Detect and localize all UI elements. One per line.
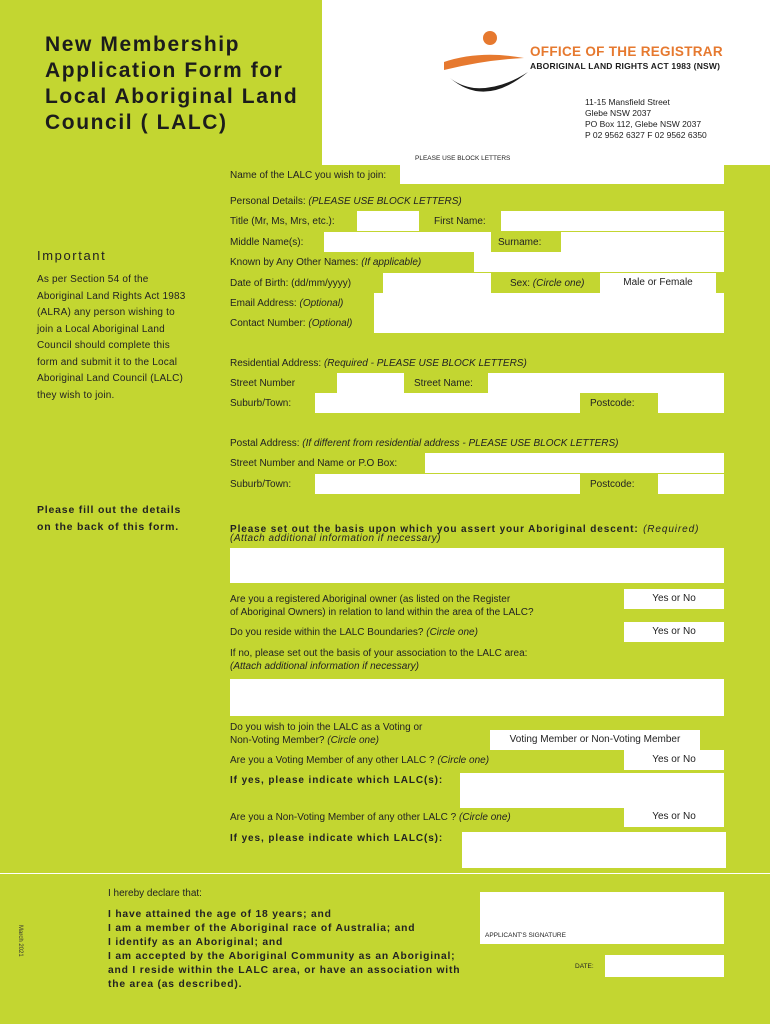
middle-names-label: Middle Name(s):: [230, 237, 304, 248]
back-note: Please fill out the details on the back of this form.: [37, 504, 182, 533]
sex-label: Sex: (Circle one): [510, 278, 585, 289]
street-number-label: Street Number: [230, 378, 296, 389]
nonvoting-other-options[interactable]: Yes or No: [624, 807, 724, 827]
title-line: Council ( LALC): [45, 111, 228, 134]
postal-suburb-label: Suburb/Town:: [230, 479, 292, 490]
declaration-line: I identify as an Aboriginal; and: [108, 937, 284, 948]
residential-label: Residential Address: (Required - PLEASE USE BLOCK LETTERS): [230, 358, 527, 369]
surname-field[interactable]: [561, 232, 724, 252]
title-label: Title (Mr, Ms, Mrs, etc.):: [230, 216, 335, 227]
date-field[interactable]: [605, 955, 724, 977]
signature-label: APPLICANT'S SIGNATURE: [485, 932, 566, 939]
declaration-text: [108, 908, 468, 992]
suburb-label: Suburb/Town:: [230, 398, 292, 409]
dob-field[interactable]: [383, 273, 491, 293]
postal-suburb-field[interactable]: [315, 474, 580, 494]
dob-label: Date of Birth: (dd/mm/yyyy): [230, 278, 352, 289]
contact-field[interactable]: [374, 313, 724, 333]
other-names-label: Known by Any Other Names: (If applicable): [230, 257, 422, 268]
declaration-line: I have attained the age of 18 years; and: [108, 909, 332, 920]
postal-label: Postal Address: (If different from residential address - PLEASE USE BLOCK LETTERS): [230, 438, 619, 449]
page-title: [45, 32, 325, 136]
nonvoting-lalc-label: If yes, please indicate which LALC(s):: [230, 833, 444, 844]
sex-options[interactable]: Male or Female: [600, 273, 716, 293]
reside-question: Do you reside within the LALC Boundaries? (Circle one): [230, 627, 478, 638]
address-line: 11-15 Mansfield Street: [585, 97, 670, 107]
voting-lalc-label: If yes, please indicate which LALC(s):: [230, 775, 444, 786]
first-name-label: First Name:: [434, 216, 486, 227]
title-line: New Membership: [45, 33, 241, 56]
form-date-vertical: March 2021: [17, 925, 23, 957]
title-line: Application Form for: [45, 59, 284, 82]
title-line: Local Aboriginal Land: [45, 85, 299, 108]
voting-other-question: Are you a Voting Member of any other LALC ? (Circle one): [230, 755, 490, 766]
address-line: Glebe NSW 2037: [585, 108, 652, 118]
descent-field[interactable]: [230, 548, 724, 583]
voting-question: Do you wish to join the LALC as a Voting or Non-Voting Member? (Circle one): [230, 722, 423, 746]
registered-owner-options[interactable]: Yes or No: [624, 589, 724, 609]
postal-postcode-field[interactable]: [658, 474, 724, 494]
title-field[interactable]: [357, 211, 419, 231]
reside-options[interactable]: Yes or No: [624, 622, 724, 642]
address-line: P 02 9562 6327 F 02 9562 6350: [585, 130, 707, 140]
association-field[interactable]: [230, 679, 724, 716]
footer-divider: [0, 873, 770, 874]
email-field[interactable]: [374, 293, 724, 313]
association-question: If no, please set out the basis of your association to the LALC area: (Attach additional information if necessary): [230, 648, 528, 672]
surname-label: Surname:: [498, 237, 542, 248]
declaration-intro: I hereby declare that:: [108, 888, 202, 899]
voting-options[interactable]: Voting Member or Non-Voting Member: [490, 730, 700, 750]
org-subtitle: ABORIGINAL LAND RIGHTS ACT 1983 (NSW): [530, 61, 721, 71]
postal-postcode-label: Postcode:: [590, 479, 635, 490]
registered-owner-question: Are you a registered Aboriginal owner (as listed on the Register of Aboriginal Owners) in relation to land within the area of the LALC?: [230, 594, 534, 618]
nonvoting-lalc-field[interactable]: [462, 832, 726, 868]
registrar-logo-icon: [440, 28, 530, 108]
postcode-field[interactable]: [658, 393, 724, 413]
block-letters-note: PLEASE USE BLOCK LETTERS: [415, 155, 511, 162]
important-heading: Important: [37, 248, 107, 263]
contact-label: Contact Number: (Optional): [230, 318, 353, 329]
nonvoting-other-question: Are you a Non-Voting Member of any other LALC ? (Circle one): [230, 812, 511, 823]
email-label: Email Address: (Optional): [230, 298, 344, 309]
date-label: DATE:: [575, 963, 594, 970]
street-name-label: Street Name:: [414, 378, 473, 389]
org-name: OFFICE OF THE REGISTRAR: [530, 44, 723, 59]
postal-street-field[interactable]: [425, 453, 724, 473]
first-name-field[interactable]: [501, 211, 724, 231]
voting-lalc-field[interactable]: [460, 773, 724, 808]
street-number-field[interactable]: [337, 373, 404, 393]
address-line: PO Box 112, Glebe NSW 2037: [585, 119, 702, 129]
street-name-field[interactable]: [488, 373, 724, 393]
personal-details-label: Personal Details: (PLEASE USE BLOCK LETTERS): [230, 196, 462, 207]
lalc-name-label: Name of the LALC you wish to join:: [230, 170, 387, 181]
descent-note: (Attach additional information if necessary): [230, 533, 441, 544]
declaration-line: I am accepted by the Aboriginal Community as an Aboriginal; and I reside within the LALC area, or have an association with the area (as described).: [108, 951, 461, 990]
descent-label: Please set out the basis upon which you assert your Aboriginal descent: (Required): [230, 524, 700, 535]
postcode-label: Postcode:: [590, 398, 635, 409]
postal-street-label: Street Number and Name or P.O Box:: [230, 458, 398, 469]
important-text: As per Section 54 of the Aboriginal Land Rights Act 1983 (ALRA) any person wishing to join a Local Aboriginal Land Council should complete this form and submit it to the Local Aboriginal Land Council (LALC) they wish to join.: [37, 274, 186, 401]
other-names-field[interactable]: [474, 252, 724, 272]
suburb-field[interactable]: [315, 393, 580, 413]
voting-other-options[interactable]: Yes or No: [624, 750, 724, 770]
declaration-line: I am a member of the Aboriginal race of Australia; and: [108, 923, 416, 934]
middle-names-field[interactable]: [324, 232, 491, 252]
lalc-name-field[interactable]: [400, 164, 724, 184]
